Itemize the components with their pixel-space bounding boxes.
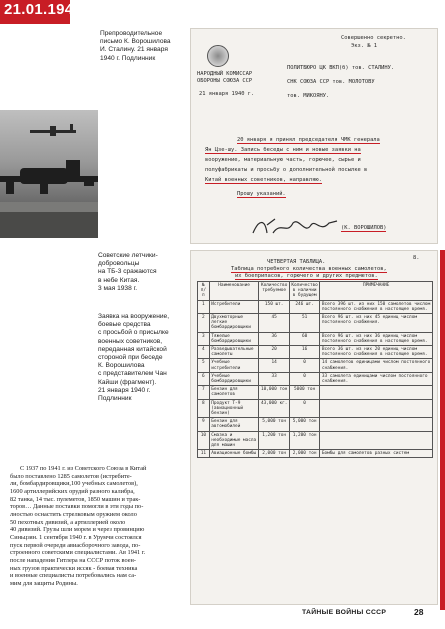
table-cell: 14 — [259, 359, 289, 372]
request-caption — [98, 313, 188, 403]
table-row — [198, 372, 433, 385]
caption-line: на ТБ-3 сражаются — [98, 268, 157, 276]
article-line: было поставлено 1285 самолетов (истребите- — [10, 472, 132, 480]
caption-line: К. Ворошилова — [98, 362, 145, 370]
article-line: строенного советскими специалистами. Ав 1941 г. — [10, 549, 146, 557]
table-cell: 3 — [198, 332, 210, 345]
near-plane — [0, 160, 98, 194]
column-header: Количество требуемое — [259, 282, 289, 301]
letter-closing-text: Прошу указаний. — [237, 191, 286, 197]
table-cell: 0 — [289, 359, 319, 372]
caption-line: переданная китайской — [98, 345, 167, 353]
table-row — [198, 314, 433, 333]
article-line: ли, бомбардировщики,100 учебных самолетов), — [10, 480, 138, 488]
table-cell: Бензин для автомобилей — [209, 418, 259, 431]
article-line: после нападения Гитлера на СССР поток воен- — [10, 556, 136, 564]
copy-number: Экз. № 1 — [351, 43, 377, 49]
caption-line: военных советников, — [98, 337, 163, 345]
table-cell: 9 — [198, 418, 210, 431]
table-cell: 36 — [259, 332, 289, 345]
caption-line: Советские летчики- — [98, 252, 158, 259]
table-title: ЧЕТВЕРТАЯ ТАБЛИЦА. — [267, 259, 326, 265]
table-cell: 1,200 тон — [289, 431, 319, 450]
article-line: торов… Данные поставки помогли в эти годы по- — [10, 503, 144, 511]
table-row — [198, 300, 433, 313]
caption-line: с представителем Чан — [98, 370, 167, 378]
table-cell: 14 самолетов единицами числом постоянного снабжения. — [320, 359, 433, 372]
article-line: 40 дивизий. Грузы шли морем и через провинцию — [10, 526, 145, 534]
date-banner: 21.01.1940 — [0, 0, 70, 20]
date-banner-strip — [0, 20, 70, 24]
caption-line: И. Сталину. 21 января — [100, 46, 168, 54]
letter-body-line — [205, 147, 361, 154]
table-cell: 43,000 кг. — [259, 399, 289, 418]
table-cell: 60 — [289, 332, 319, 345]
letter-body-line — [237, 137, 380, 144]
bombers-illustration — [0, 110, 98, 238]
caption-line: 1940 г. Подлинник — [100, 54, 156, 62]
table-cell: Смазка и необходимые масла для машин — [209, 431, 259, 450]
table-cell: 8 — [198, 399, 210, 418]
page-number: 28 — [414, 607, 424, 617]
caption-line: стороной при беседе — [98, 354, 163, 362]
signature-name — [341, 225, 386, 232]
table-cell: 0 — [289, 399, 319, 418]
caption-line: Заявка на вооружение, — [98, 313, 170, 320]
table-cell: 7 — [198, 386, 210, 399]
secrecy-mark: Совершенно секретно. — [341, 35, 406, 41]
caption-line: Кайши (фрагмент). — [98, 378, 157, 386]
article-line: ных грузов практически иссяк - боевая техника — [10, 564, 138, 572]
table-row — [198, 386, 433, 399]
letter-body-line: полуфабрикаты и просьбу о дополнительной посылке в — [205, 167, 368, 173]
table-cell: 1 — [198, 300, 210, 313]
table-cell — [320, 386, 433, 399]
table-body — [198, 300, 433, 458]
article-line: С 1937 по 1941 г. из Советского Союза в Китай — [20, 465, 147, 472]
table-cell: 2 — [198, 314, 210, 333]
request-table-document — [190, 250, 438, 605]
table-cell: 5000 тон — [289, 386, 319, 399]
table-row — [198, 450, 433, 458]
table-cell: Учебные истребители — [209, 359, 259, 372]
letter-closing — [237, 191, 286, 198]
doc-page-number: 8. — [413, 255, 420, 261]
bombers-photo — [0, 110, 98, 238]
caption-line: 3 мая 1938 г. — [98, 284, 138, 292]
caption-line: Подлинник — [98, 395, 132, 403]
addressee-line: ПОЛИТБЮРО ЦК ВКП(б) тов. СТАЛИНУ. — [287, 65, 395, 71]
table-cell: 16 — [289, 346, 319, 359]
table-cell: 4 — [198, 346, 210, 359]
caption-line: Препроводительное — [100, 30, 163, 37]
state-emblem-icon — [207, 45, 229, 67]
letter-body-text: Китай военных советников, направляю. — [205, 177, 322, 183]
pilots-caption — [98, 252, 188, 293]
table-row — [198, 359, 433, 372]
table-cell: 2,000 тон — [289, 450, 319, 458]
table-cell: 11 — [198, 450, 210, 458]
article-body — [10, 465, 182, 588]
signature-name-text: (К. ВОРОШИЛОВ) — [341, 225, 387, 231]
article-line: пуск первой очереди авиасборочного завода, по- — [10, 541, 141, 549]
article-line: 50 пехотных дивизий, а артиллерией около — [10, 518, 126, 526]
table-cell: Бомбы для самолетов разных систем — [320, 450, 433, 458]
table-cell: 246 шт. — [289, 300, 319, 313]
handwritten-signature — [251, 215, 341, 239]
column-header: Количество в наличии в будущем — [291, 283, 318, 299]
table-cell — [320, 399, 433, 418]
letter-body-line — [205, 177, 322, 184]
article-line: 82 танка, 14 тыс. пулеметов, 1850 машин и трак- — [10, 495, 141, 503]
article-line: Синьцзян. 1 сентября 1940 г. в Урумчи состоялся — [10, 533, 142, 541]
section-footer: ТАЙНЫЕ ВОЙНЫ СССР — [302, 609, 387, 616]
table-cell: Всего 36 шт. из них 20 единиц числом постоянного снабжения в настоящее время. — [320, 346, 433, 359]
column-header: № п/п — [198, 282, 210, 301]
column-header: Наименование — [209, 282, 259, 301]
table-cell: 0 — [289, 372, 319, 385]
table-cell: 10,000 тон — [259, 386, 289, 399]
addressee-line: СНК СОЮЗА ССР тов. МОЛОТОВУ — [287, 79, 375, 85]
table-cell: Учебные бомбардировщики — [209, 372, 259, 385]
table-row — [198, 431, 433, 450]
table-cell: 2,000 тон — [259, 450, 289, 458]
table-cell: Разведывательные самолеты — [209, 346, 259, 359]
caption-line: добровольцы — [98, 260, 140, 268]
caption-line: с просьбой о присылке — [98, 329, 169, 337]
table-cell: 51 — [289, 314, 319, 333]
table-cell — [320, 418, 433, 431]
table-cell: Всего 96 шт. из них 36 единиц числом постоянного снабжения в настоящее время. — [320, 332, 433, 345]
article-line: мим для защиты Родины. — [10, 579, 78, 587]
letter-body-line: вооружение, материальную часть, горючее, сырье и — [205, 157, 361, 163]
table-cell: 6 — [198, 372, 210, 385]
table-cell: 5,000 тон — [289, 418, 319, 431]
table-cell: 45 — [259, 314, 289, 333]
table-subtitle-text: Таблица потребного количества военных самолетов, — [231, 266, 387, 272]
letter-body-text: Ян Цзе-шу. Запись беседы с ним и новые заявки на — [205, 147, 361, 153]
table-cell — [320, 431, 433, 450]
table-cell: Истребители — [209, 300, 259, 313]
caption-line: 21 января 1940 г. — [98, 386, 151, 394]
table-cell: 150 шт. — [259, 300, 289, 313]
table-cell: Всего 96 шт. из них 45 единиц числом постоянного снабжения. — [320, 314, 433, 333]
table-cell: 5,000 тон — [259, 418, 289, 431]
table-cell: 10 — [198, 431, 210, 450]
table-cell: Продукт Т-9 (авиационный бензин) — [209, 399, 259, 418]
caption-line: письмо К. Ворошилова — [100, 38, 171, 46]
article-line: и военные специалисты потребовались нам са- — [10, 572, 137, 580]
table-cell: 33 — [259, 372, 289, 385]
table-cell: Авиационные бомбы — [209, 450, 259, 458]
table-header-row — [198, 282, 433, 301]
table-row — [198, 399, 433, 418]
article-line: лностью оснастить стрелковым оружием около — [10, 510, 137, 518]
table-row — [198, 346, 433, 359]
letter-date: 21 января 1940 г. — [199, 91, 255, 97]
column-header: ПРИМЕЧАНИЕ — [320, 282, 433, 301]
table-cell: 5 — [198, 359, 210, 372]
table-cell: 33 самолета единицами числом постоянного снабжения. — [320, 372, 433, 385]
letter-body-text: 20 января я принял председателя ЧМК генерала — [237, 137, 380, 143]
letter-org: НАРОДНЫЙ КОМИССАР — [197, 71, 253, 77]
table-row — [198, 418, 433, 431]
table-cell: Двухмоторные легкие бомбардировщики — [209, 314, 259, 333]
table-cell: Бензин для самолетов — [209, 386, 259, 399]
table-subtitle — [231, 266, 387, 273]
letter-caption — [100, 30, 190, 63]
letter-org: ОБОРОНЫ СОЮЗА ССР — [197, 78, 253, 84]
caption-line: боевые средства — [98, 321, 151, 329]
table-cell: 20 — [259, 346, 289, 359]
table-cell: Всего 396 шт. из них 150 самолетов числом постоянного снабжения в настоящее время. — [320, 300, 433, 313]
table-subtitle-text: их боеприпасов, горючего и других предметов. — [235, 273, 378, 279]
table-subtitle — [235, 273, 378, 280]
caption-line: в небе Китая. — [98, 276, 140, 284]
request-table — [197, 281, 433, 458]
article-line: 1600 артиллерийских орудий разного калибра, — [10, 487, 135, 495]
table-cell: Тяжелые бомбардировщики — [209, 332, 259, 345]
page-edge-strip — [440, 250, 445, 610]
table-cell: 1,200 тон — [259, 431, 289, 450]
distant-plane — [30, 124, 76, 136]
addressee-line: тов. МИКОЯНУ. — [287, 93, 330, 99]
table-row — [198, 332, 433, 345]
letter-document — [190, 28, 438, 244]
